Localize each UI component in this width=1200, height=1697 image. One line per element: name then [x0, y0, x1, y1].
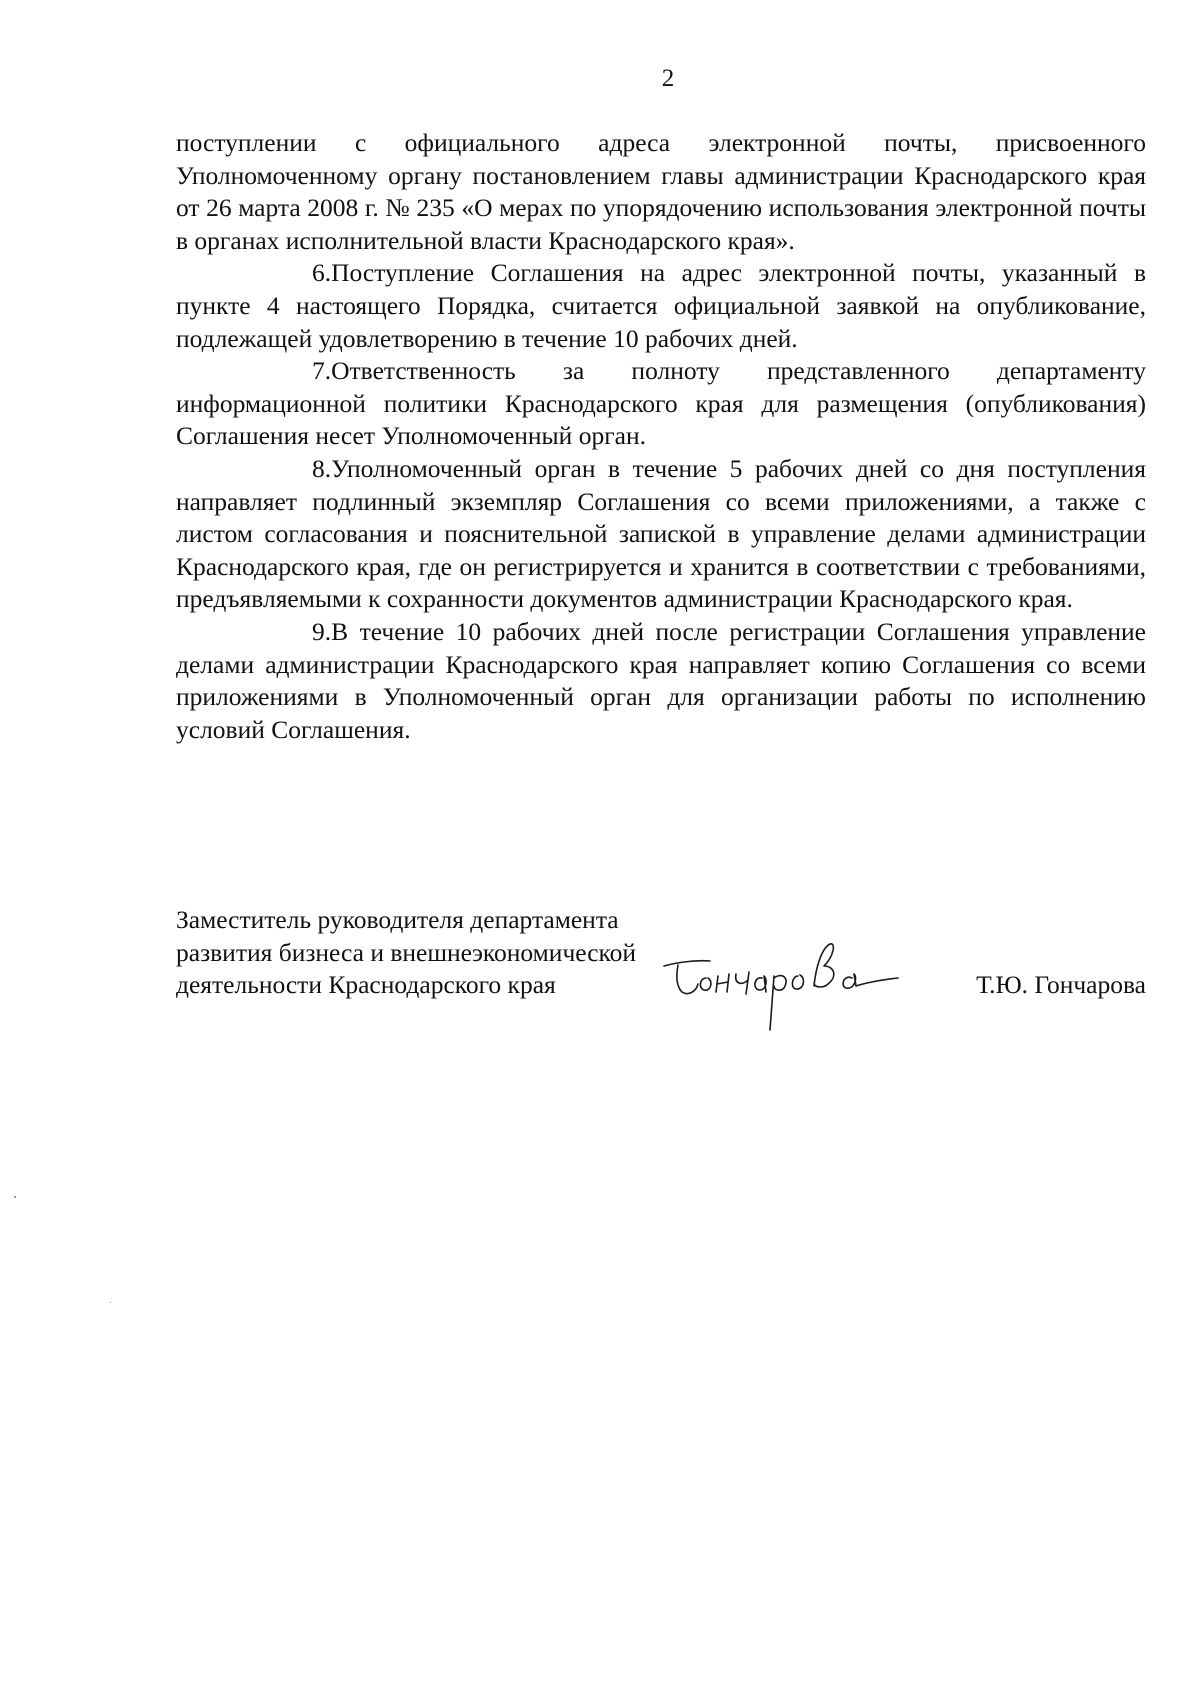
- signer-name: Т.Ю. Гончарова: [976, 970, 1146, 999]
- paragraph-number: 9.: [312, 616, 332, 646]
- paragraph-continuation: [176, 127, 1146, 257]
- paragraph-text: Поступление Соглашения на адрес электронной почты, указанный в пункте 4 настоящего Порядка, считается официальной заявкой на опубликование, подлежащей удовлетворению в течение 10 рабочих дней.: [176, 258, 1146, 353]
- paragraph-text: Уполномоченный орган в течение 5 рабочих дней со дня поступления направляет подлинный экземпляр Соглашения со всеми приложениями, а также с листом согласования и пояснительной запиской в управление делами администрации Краснодарского края, где он регистрируется и хранится в соответствии с требованиями, предъявляемыми к сохранности документов администрации Краснодарского края.: [176, 453, 1146, 614]
- paragraph-text: Ответственность за полноту представленного департаменту информационной политики Краснодарского края для размещения (опубликования) Соглашения несет Уполномоченный орган.: [176, 356, 1146, 451]
- signer-position: [176, 904, 736, 1002]
- paragraph-item-7: [176, 355, 1146, 453]
- scan-speck: [14, 1196, 16, 1198]
- signer-position-line: деятельности Краснодарского края: [176, 970, 556, 1000]
- paragraph-number: 7.: [312, 356, 332, 386]
- signer-position-line: Заместитель руководителя департамента: [176, 905, 619, 934]
- signer-position-line: развития бизнеса и внешнеэкономической: [176, 937, 637, 967]
- page-number: 2: [661, 65, 675, 92]
- signature-block: [176, 904, 1146, 1014]
- paragraph-text: В течение 10 рабочих дней после регистрации Соглашения управление делами администрации Краснодарского края направляет копию Соглашения со всеми приложениями в Уполномоченный орган для организации работы по исполнению условий Соглашения.: [176, 616, 1146, 744]
- paragraph-number: 6.: [312, 258, 332, 288]
- paragraph-item-8: [176, 453, 1146, 616]
- paragraph-number: 8.: [312, 453, 332, 483]
- scan-speck: [110, 1302, 111, 1303]
- document-body: [176, 127, 1146, 746]
- paragraph-item-9: [176, 616, 1146, 746]
- paragraph-item-6: [176, 257, 1146, 355]
- handwritten-signature: [658, 926, 928, 1036]
- paragraph-text: поступлении с официального адреса электронной почты, присвоенного Уполномоченному органу постановлением главы администрации Краснодарского края от 26 марта 2008 г. № 235 «О мерах по упорядочению использования электронной почты в органах исполнительной власти Краснодарского края».: [176, 128, 1146, 255]
